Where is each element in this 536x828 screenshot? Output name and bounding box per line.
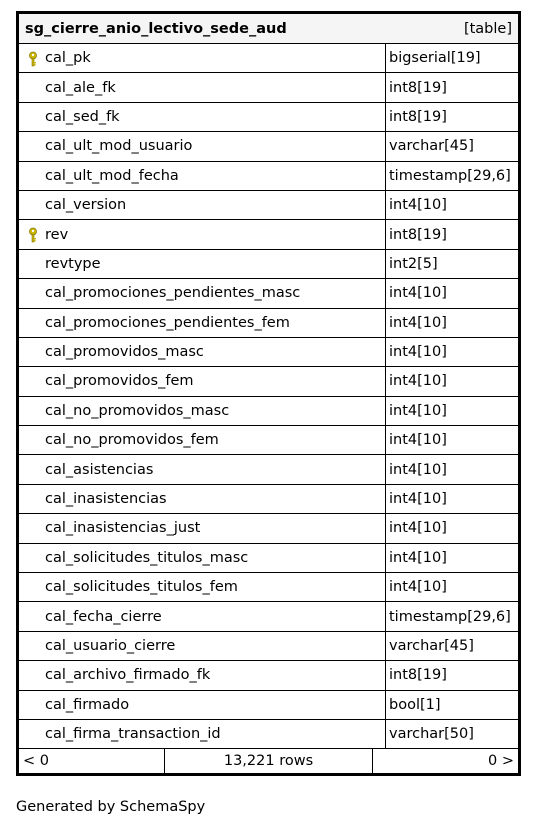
table-row: [19, 397, 518, 426]
column-name-cell: [19, 44, 386, 72]
column-name-cell: [19, 661, 386, 689]
column-type: int4[10]: [389, 432, 447, 449]
footer-right: 0 >: [488, 753, 514, 770]
column-name-cell: [19, 132, 386, 160]
table-row: [19, 191, 518, 220]
column-name-cell: [19, 397, 386, 425]
row-count: 13,221 rows: [165, 749, 373, 773]
table-row: [19, 455, 518, 484]
column-name: cal_pk: [45, 50, 91, 67]
column-name: cal_ult_mod_fecha: [45, 167, 179, 184]
column-name: cal_ale_fk: [45, 79, 116, 96]
column-name-cell: [19, 720, 386, 748]
table-row: [19, 661, 518, 690]
column-name: cal_firmado: [45, 696, 130, 713]
column-name: cal_inasistencias_just: [45, 520, 201, 537]
table-row: [19, 103, 518, 132]
column-type: int4[10]: [389, 344, 447, 361]
column-name: rev: [45, 226, 69, 243]
table-row: [19, 691, 518, 720]
table-row: [19, 367, 518, 396]
column-type: int4[10]: [389, 373, 447, 390]
column-name-cell: [19, 691, 386, 719]
table-header: [19, 14, 518, 44]
column-type: int4[10]: [389, 285, 447, 302]
column-name-cell: [19, 338, 386, 366]
column-name-cell: [19, 220, 386, 248]
table-row: [19, 132, 518, 161]
column-name: cal_promociones_pendientes_fem: [45, 314, 290, 331]
column-name: cal_sed_fk: [45, 108, 120, 125]
column-name: cal_no_promovidos_fem: [45, 432, 219, 449]
column-name-cell: [19, 367, 386, 395]
table-box: [16, 11, 521, 776]
table-row: [19, 632, 518, 661]
table-row: [19, 162, 518, 191]
column-type: int4[10]: [389, 579, 447, 596]
column-name: revtype: [45, 255, 101, 272]
key-icon: [27, 51, 39, 67]
column-name-cell: [19, 514, 386, 542]
column-type: int4[10]: [389, 549, 447, 566]
column-name: cal_solicitudes_titulos_fem: [45, 579, 238, 596]
column-name-cell: [19, 279, 386, 307]
table-row: [19, 426, 518, 455]
column-type: int8[19]: [389, 108, 447, 125]
column-name-cell: [19, 250, 386, 278]
column-name-cell: [19, 426, 386, 454]
column-name: cal_ult_mod_usuario: [45, 138, 193, 155]
table-footer: [19, 749, 518, 773]
table-name: sg_cierre_anio_lectivo_sede_aud: [25, 20, 287, 37]
column-name-cell: [19, 602, 386, 630]
column-name: cal_asistencias: [45, 461, 154, 478]
column-type: int8[19]: [389, 226, 447, 243]
column-name-cell: [19, 544, 386, 572]
column-type: varchar[50]: [389, 726, 474, 743]
column-name-cell: [19, 632, 386, 660]
table-row: [19, 309, 518, 338]
column-type: varchar[45]: [389, 638, 474, 654]
table-row: [19, 250, 518, 279]
column-type: int4[10]: [389, 491, 447, 508]
column-name: cal_version: [45, 197, 127, 214]
column-type: timestamp[29,6]: [389, 167, 511, 184]
table-row: [19, 338, 518, 367]
column-type: int4[10]: [389, 402, 447, 419]
column-type: int8[19]: [389, 667, 447, 684]
column-type: int4[10]: [389, 461, 447, 478]
generated-by-label: Generated by SchemaSpy: [16, 799, 206, 815]
column-name-cell: [19, 455, 386, 483]
column-type: bigserial[19]: [389, 50, 481, 67]
column-name-cell: [19, 73, 386, 101]
table-row: [19, 544, 518, 573]
column-name-cell: [19, 162, 386, 190]
column-name: cal_archivo_firmado_fk: [45, 667, 211, 684]
table-kind: [table]: [463, 20, 512, 37]
column-name: cal_promociones_pendientes_masc: [45, 285, 301, 302]
column-type: varchar[45]: [389, 138, 474, 155]
table-row: [19, 44, 518, 73]
table-row: [19, 720, 518, 749]
table-row: [19, 220, 518, 249]
table-row: [19, 485, 518, 514]
column-name: cal_promovidos_fem: [45, 373, 194, 390]
column-name-cell: [19, 309, 386, 337]
column-type: bool[1]: [389, 696, 441, 713]
column-name: cal_solicitudes_titulos_masc: [45, 549, 249, 566]
column-type: int4[10]: [389, 197, 447, 214]
column-name: cal_firma_transaction_id: [45, 726, 221, 743]
column-type: int8[19]: [389, 79, 447, 96]
column-type: int4[10]: [389, 314, 447, 331]
column-name-cell: [19, 103, 386, 131]
column-name: cal_no_promovidos_masc: [45, 402, 230, 419]
column-name-cell: [19, 573, 386, 601]
column-name: cal_promovidos_masc: [45, 344, 204, 361]
column-name-cell: [19, 485, 386, 513]
column-type: timestamp[29,6]: [389, 608, 511, 625]
table-row: [19, 602, 518, 631]
table-row: [19, 514, 518, 543]
table-row: [19, 279, 518, 308]
table-row: [19, 573, 518, 602]
key-icon: [27, 227, 39, 243]
column-type: int2[5]: [389, 255, 438, 272]
column-type: int4[10]: [389, 520, 447, 537]
column-name: cal_fecha_cierre: [45, 608, 162, 625]
column-name: cal_usuario_cierre: [45, 638, 176, 654]
column-name-cell: [19, 191, 386, 219]
column-name: cal_inasistencias: [45, 491, 167, 508]
column-list: [19, 44, 518, 749]
footer-left: < 0: [19, 749, 165, 773]
table-row: [19, 73, 518, 102]
